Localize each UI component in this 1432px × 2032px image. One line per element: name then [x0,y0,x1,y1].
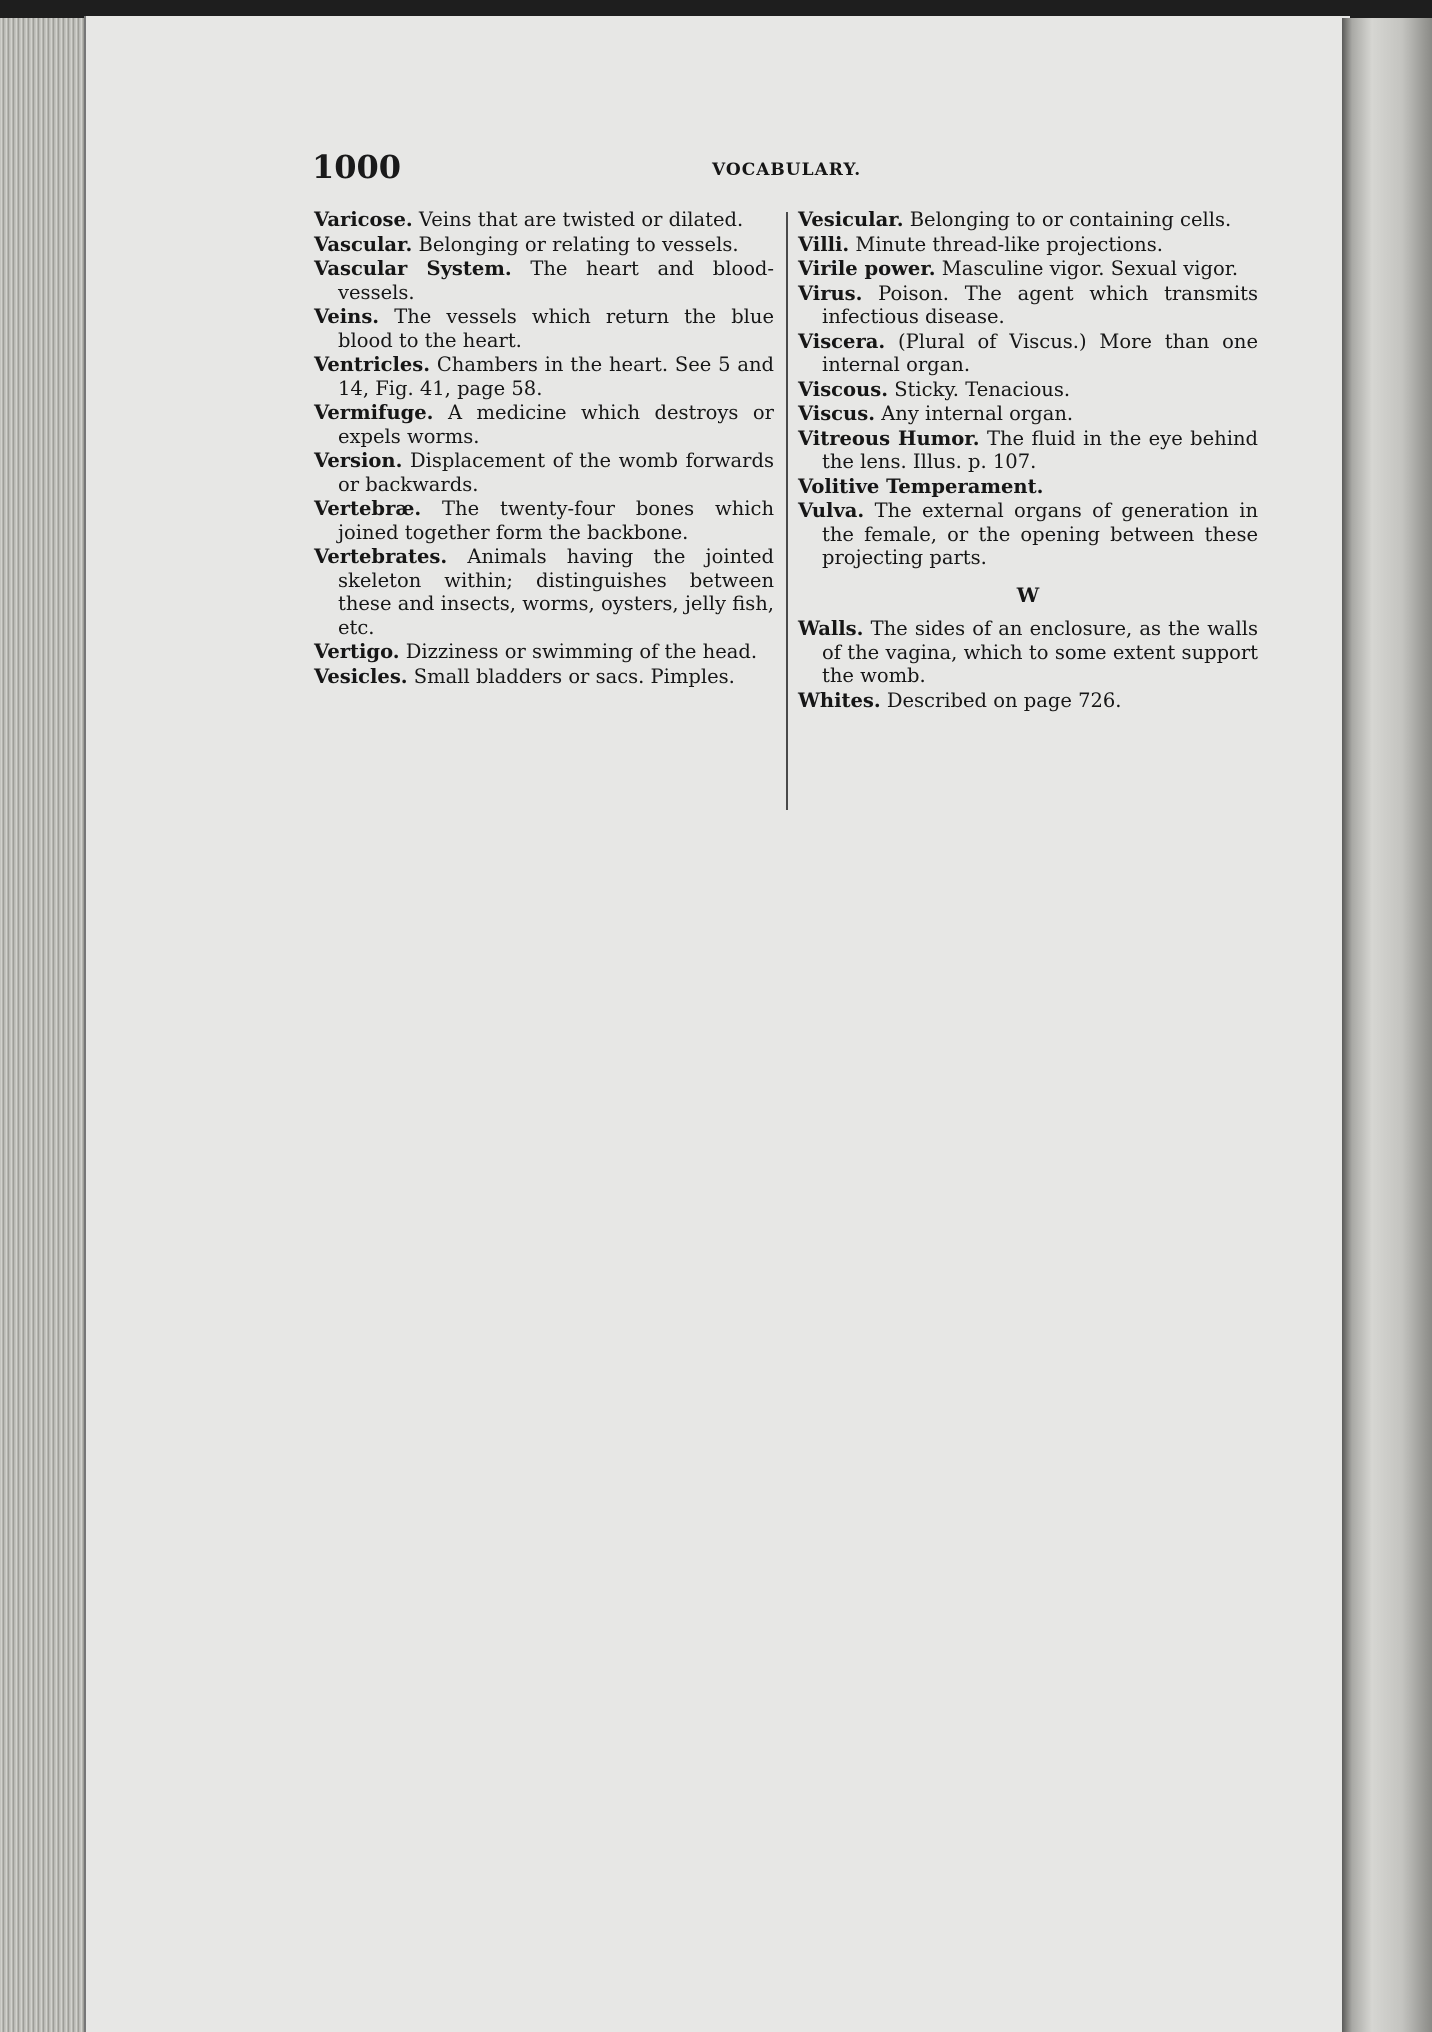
vocab-entry [798,282,1258,329]
vocab-entry [314,305,774,352]
entry-definition: The vessels which return the blue blood to the heart. [338,305,775,352]
vocab-entry [798,257,1258,281]
entry-definition: (Plural of Viscus.) More than one internal organ. [822,329,1259,376]
entry-term: Vertebrates. [314,545,448,568]
vocab-entry [798,499,1258,570]
entry-definition: Described on page 726. [886,688,1122,712]
entry-definition: The heart and blood-vessels. [338,257,775,304]
entry-definition: Displacement of the womb forwards or backwards. [338,449,774,496]
vocab-entry [314,640,774,664]
entry-definition: Sticky. Tenacious. [894,377,1071,401]
entry-definition: Masculine vigor. Sexual vigor. [941,257,1239,280]
entry-definition: Belonging to or containing cells. [909,208,1232,231]
entry-term: Virus. [798,281,863,305]
section-letter: W [1016,582,1040,607]
entry-term: Viscous. [798,377,888,401]
entry-term: Vesicles. [314,664,408,688]
entry-term: Villi. [798,232,850,256]
vocab-entry [798,208,1258,232]
vocab-entry [314,257,774,304]
entry-definition: Dizziness or swimming of the head. [405,640,758,663]
entry-definition: The twenty-four bones which joined together form the backbone. [338,497,774,544]
vocab-entry [798,427,1258,474]
entry-definition: The external organs of generation in the female, or the opening between these projecting parts. [822,499,1259,569]
entry-term: Version. [314,449,403,472]
vocab-entry [314,545,774,639]
book-gutter [1342,18,1432,2032]
entry-term: Vermifuge. [314,401,434,424]
right-column [798,208,1258,713]
vocab-entry [798,475,1258,499]
entry-term: Viscera. [798,329,886,353]
entry-term: Whites. [798,688,881,712]
entry-term: Vitreous Humor. [798,426,980,450]
entry-definition: The sides of an enclosure, as the walls of the vagina, which to some extent support the womb. [822,617,1258,687]
running-head: VOCABULARY. [712,160,862,180]
entry-definition: Any internal organ. [881,402,1074,425]
column-divider [786,212,788,810]
vocab-entry [798,378,1258,402]
entry-term: Vesicular. [798,208,904,231]
entry-term: Ventricles. [314,353,431,376]
entry-definition: Small bladders or sacs. Pimples. [413,664,735,688]
vocab-entry [798,617,1258,688]
vocab-entry [314,233,774,257]
entry-term: Vascular. [314,232,413,256]
entry-definition: A medicine which destroys or expels worms. [338,401,774,448]
entry-term: Vertigo. [314,640,400,663]
entry-term: Varicose. [314,208,413,231]
page-header [312,148,1262,192]
page-number: 1000 [312,148,402,186]
entry-definition: Chambers in the heart. See 5 and 14, Fig. 41, page 58. [338,353,774,400]
vocab-entry [314,665,774,689]
entry-term: Vascular System. [314,257,512,280]
vocab-entry [314,449,774,496]
entry-definition: Belonging or relating to vessels. [418,232,739,256]
entry-definition: Animals having the jointed skeleton within; distinguishes between these and insects, worms, oysters, jelly fish, etc. [338,545,774,639]
entry-term: Virile power. [798,257,936,280]
entry-definition: Poison. The agent which transmits infectious disease. [822,281,1258,328]
vocab-entry [798,233,1258,257]
vocab-entry [314,353,774,400]
vocab-entry [314,401,774,448]
entry-definition: Minute thread-like projections. [855,232,1163,256]
vocab-entry [798,689,1258,713]
vocab-entry [314,208,774,232]
vocab-entry [798,402,1258,426]
page-edge-stack [0,18,92,2032]
entry-term: Walls. [798,617,864,640]
entry-definition: The fluid in the eye behind the lens. Illus. p. 107. [822,426,1258,473]
entry-term: Volitive Temperament. [798,474,1044,498]
vocab-entry [314,497,774,544]
entry-definition: Veins that are twisted or dilated. [418,208,744,231]
left-column [314,208,774,689]
entry-term: Vertebræ. [314,497,422,520]
entry-term: Veins. [314,305,380,328]
entry-term: Vulva. [798,499,865,522]
vocab-entry [798,330,1258,377]
entry-term: Viscus. [798,402,875,425]
